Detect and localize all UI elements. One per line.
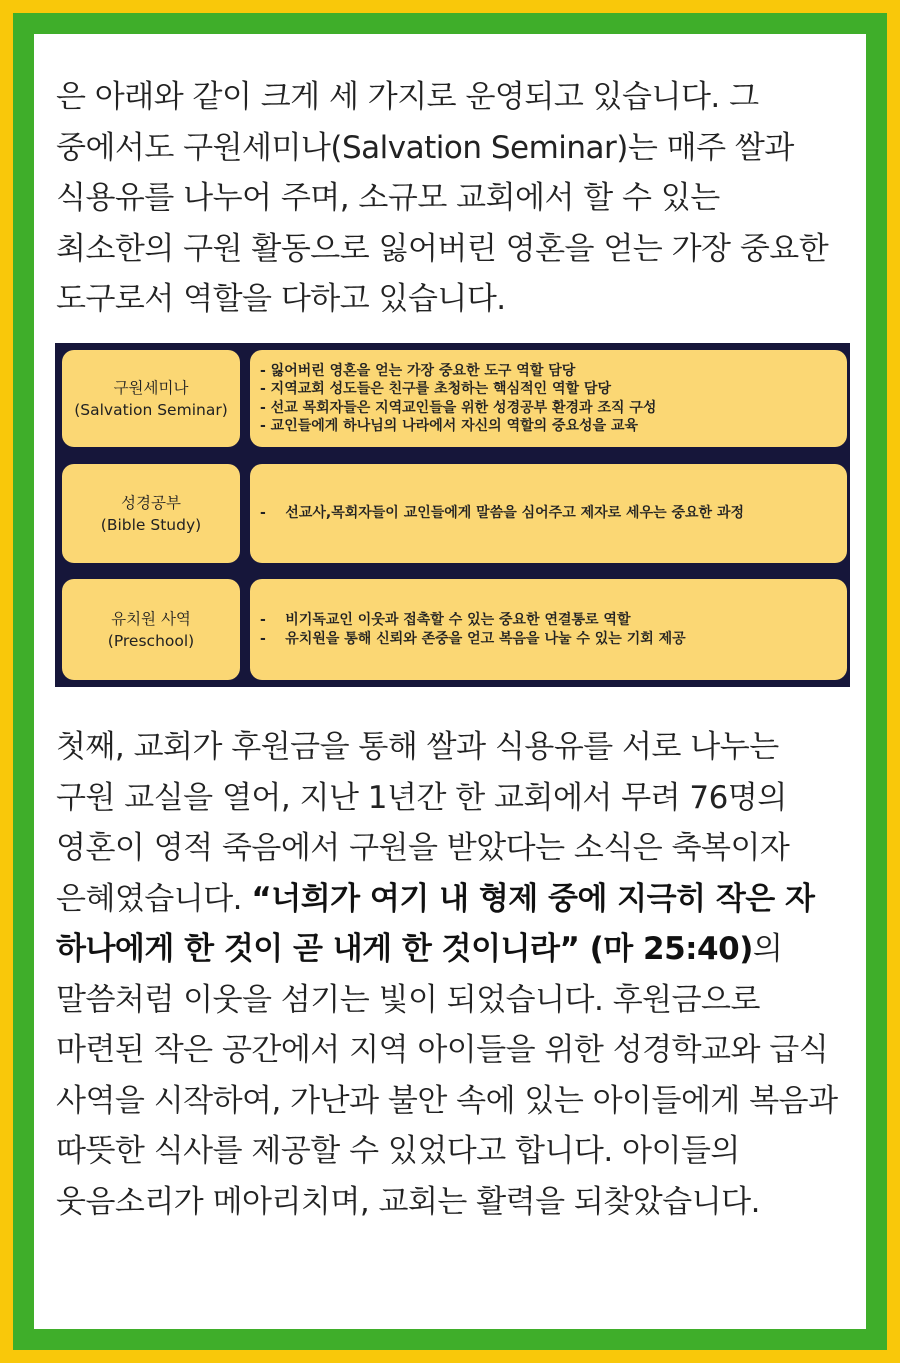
row-label-korean: 구원세미나 [113,378,189,397]
content-page [34,34,866,1329]
row-label-english: (Salvation Seminar) [74,400,228,419]
body-text-part-1: 첫째, 교회가 후원금을 통해 쌀과 식용유를 서로 나누는 구원 교실을 열어, 지난 1년간 한 교회에서 무려 76명의 영혼이 영적 죽음에서 구원을 받았다는 소식은 축복이자 은혜였습니다. [56,729,790,917]
row-description-box [250,350,847,447]
bible-quote: “너희가 여기 내 형제 중에 지극히 작은 자 하나에게 한 것이 곧 내게 한 것이니라” (마 25:40) [56,880,815,967]
row-label-english: (Preschool) [107,631,195,650]
diagram-row-salvation-seminar [62,350,843,447]
row-label-english: (Bible Study) [100,515,202,534]
description-item: - 지역교회 성도들은 친구를 초청하는 핵심적인 역할 담당 [260,381,611,397]
description-item: - 선교사,목회자들이 교인들에게 말씀을 심어주고 제자로 세우는 중요한 과정 [260,505,744,522]
diagram-row-bible-study [62,464,843,563]
row-label-box [62,579,240,680]
ministry-diagram [55,343,850,687]
intro-paragraph: 은 아래와 같이 크게 세 가지로 운영되고 있습니다. 그 중에서도 구원세미나(Salvation Seminar)는 매주 쌀과 식용유를 나누어 주며, 소규모 교회에서 할 수 있는 최소한의 구원 활동으로 잃어버린 영혼을 얻는 가장 중요한 도구로서 역할을 다하고 있습니다. [56,79,829,317]
row-label-korean: 유치원 사역 [111,609,191,628]
row-description-box [250,464,847,563]
description-item: - 유치원을 통해 신뢰와 존중을 얻고 복음을 나눌 수 있는 기회 제공 [260,630,686,647]
row-label-korean: 성경공부 [121,493,181,512]
row-label-box [62,464,240,563]
body-text-part-2: 의 말씀처럼 이웃을 섬기는 빛이 되었습니다. 후원금으로 마련된 작은 공간에서 지역 아이들을 위한 성경학교와 급식 사역을 시작하여, 가난과 불안 속에 있는 아이들에게 복음과 따뜻한 식사를 제공할 수 있었다고 합니다. 아이들의 웃음소리가 메아리치며, 교회는 활력을 되찾았습니다. [56,931,838,1220]
description-item: - 교인들에게 하나님의 나라에서 자신의 역할의 중요성을 교육 [260,418,639,434]
description-item: - 비기독교인 이웃과 접촉할 수 있는 중요한 연결통로 역할 [260,612,631,628]
description-item: - 선교 목회자들은 지역교인들을 위한 성경공부 환경과 조직 구성 [260,399,657,416]
row-label-box [62,350,240,447]
row-description-box [250,579,847,680]
description-item: - 잃어버린 영혼을 얻는 가장 중요한 도구 역할 담당 [260,362,576,379]
diagram-row-preschool [62,579,843,680]
body-paragraph [56,722,846,1227]
